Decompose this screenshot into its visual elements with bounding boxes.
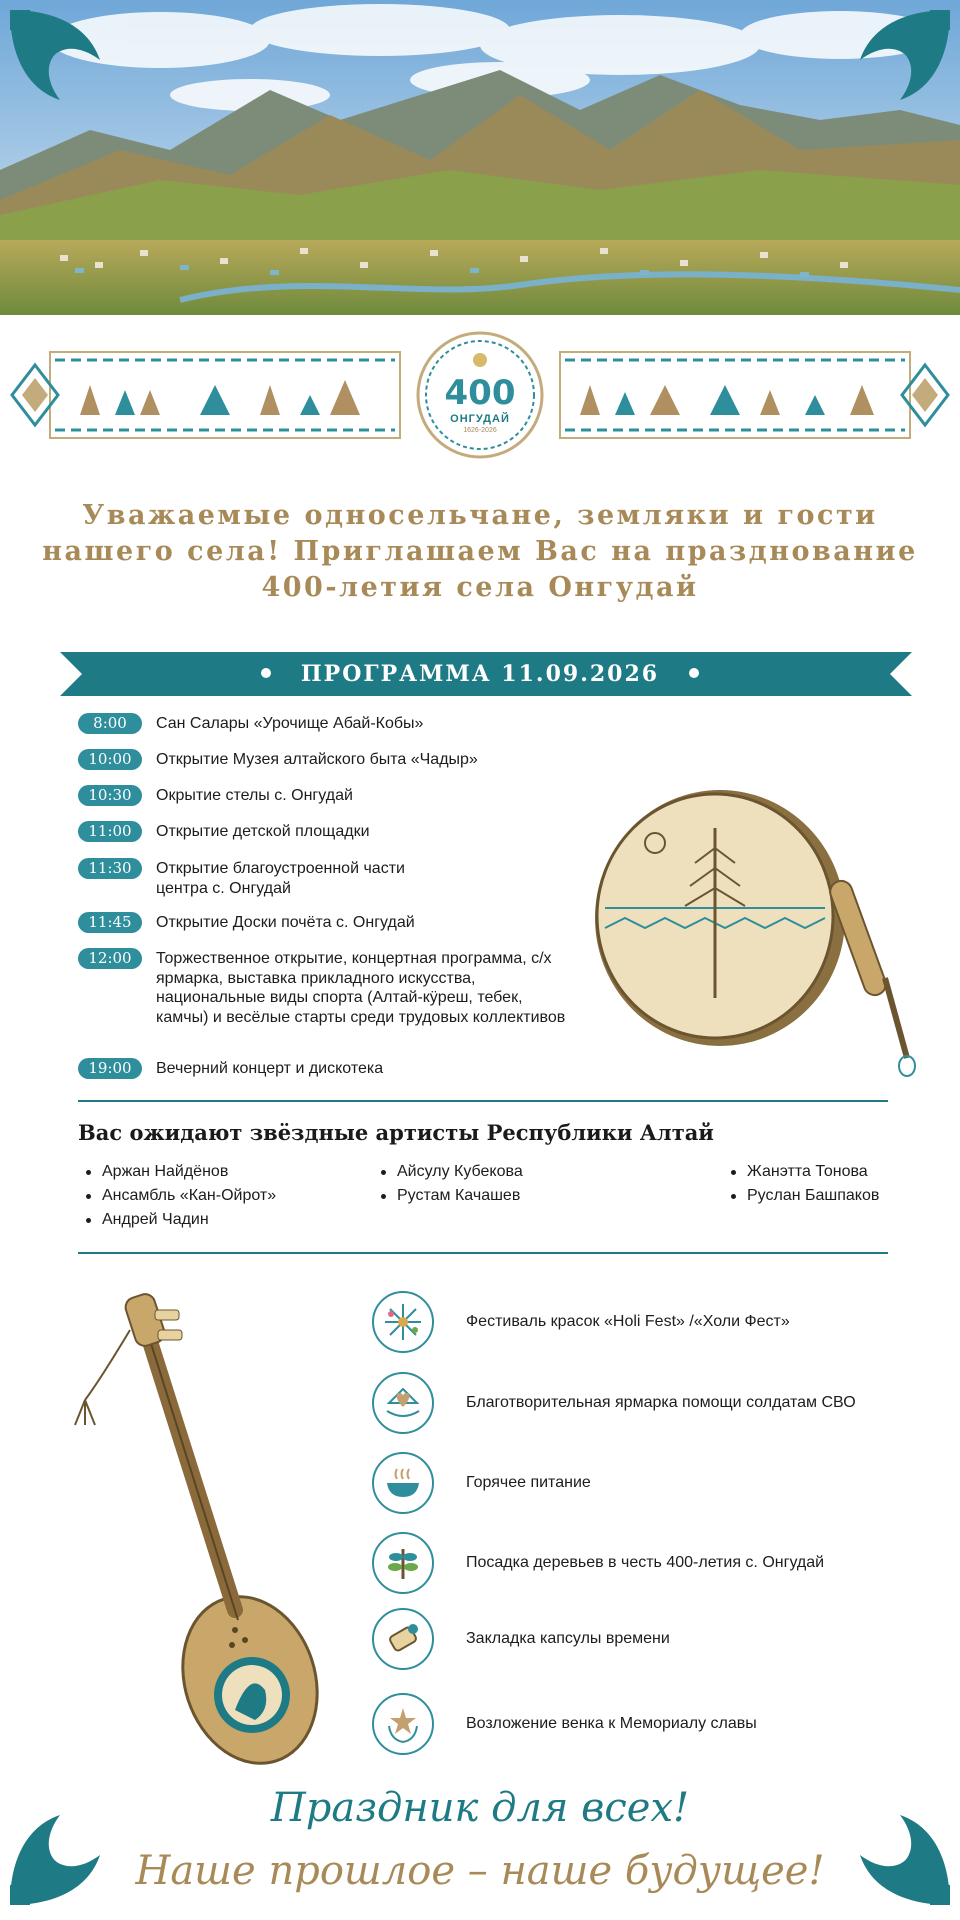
schedule-time: 8:00 xyxy=(78,713,142,734)
schedule-time: 11:30 xyxy=(78,858,142,879)
corner-ornament-bottom-right xyxy=(840,1795,960,1915)
activity-item xyxy=(372,1371,932,1435)
tree-sprout-icon xyxy=(372,1532,434,1594)
artist-name: Рустам Качашев xyxy=(375,1184,523,1208)
schedule-item xyxy=(78,912,598,933)
activity-item xyxy=(372,1607,932,1671)
badge-years: 1626-2026 xyxy=(463,427,497,434)
schedule-time: 11:00 xyxy=(78,821,142,842)
schedule-text: Открытие Доски почёта с. Онгудай xyxy=(156,914,415,931)
heart-hands-icon xyxy=(372,1372,434,1434)
artist-name: Аржан Найдёнов xyxy=(80,1160,276,1184)
divider xyxy=(78,1252,888,1254)
corner-ornament-bottom-left xyxy=(0,1795,120,1915)
activity-item xyxy=(372,1692,932,1756)
artists-column-3 xyxy=(725,1160,879,1208)
ornament-right-strip xyxy=(560,352,910,438)
artist-name: Жанэтта Тонова xyxy=(725,1160,879,1184)
artist-name: Руслан Башпаков xyxy=(725,1184,879,1208)
star-wreath-icon xyxy=(372,1693,434,1755)
schedule-text: Вечерний концерт и дискотека xyxy=(156,1060,384,1077)
artist-name: Ансамбль «Кан-Ойрот» xyxy=(80,1184,276,1208)
schedule-item xyxy=(78,713,598,734)
activity-item xyxy=(372,1531,932,1595)
activity-text: Горячее питание xyxy=(466,1474,591,1491)
fireworks-icon xyxy=(372,1291,434,1353)
artist-name: Андрей Чадин xyxy=(80,1208,276,1232)
divider xyxy=(78,1100,888,1102)
artist-name: Айсулу Кубекова xyxy=(375,1160,523,1184)
footer-slogan-1: Праздник для всех! xyxy=(270,1785,690,1831)
corner-ornament-top-right xyxy=(840,0,960,120)
schedule-time: 11:45 xyxy=(78,912,142,933)
schedule-text: Открытие Музея алтайского быта «Чадыр» xyxy=(156,751,478,768)
schedule-item xyxy=(78,858,488,898)
activity-text: Посадка деревьев в честь 400-летия с. Онгудай xyxy=(466,1554,825,1571)
ribbon-dot-right xyxy=(689,668,699,678)
schedule-time: 10:30 xyxy=(78,785,142,806)
schedule-text: Сан Салары «Урочище Абай-Кобы» xyxy=(156,715,424,732)
schedule-text: Открытие благоустроенной части центра с. Онгудай xyxy=(156,860,405,897)
schedule-time: 12:00 xyxy=(78,948,142,969)
artists-column-2 xyxy=(375,1160,523,1208)
schedule-item xyxy=(78,821,598,842)
ribbon-dot-left xyxy=(261,668,271,678)
schedule-item xyxy=(78,1058,598,1079)
activity-text: Благотворительная ярмарка помощи солдатам СВО xyxy=(466,1394,856,1411)
schedule-item xyxy=(78,749,598,770)
schedule-text: Открытие детской площадки xyxy=(156,823,370,840)
program-title xyxy=(0,652,960,696)
scroll-capsule-icon xyxy=(372,1608,434,1670)
program-title-text: ПРОГРАММА 11.09.2026 xyxy=(300,661,660,687)
ornament-left-strip xyxy=(50,352,400,438)
artists-heading: Вас ожидают звёздные артисты Республики Алтай xyxy=(78,1120,714,1145)
corner-ornament-top-left xyxy=(0,0,120,120)
activity-text: Закладка капсулы времени xyxy=(466,1630,670,1647)
schedule-text: Торжественное открытие, концертная программа, с/х ярмарка, выставка прикладного искусства, национальные виды спорта (Алтай-кӱреш, тебек, камчы) и весёлые старты среди трудовых коллективов xyxy=(156,950,566,1026)
artists-column-1 xyxy=(80,1160,276,1232)
rosette-left xyxy=(12,365,58,425)
activity-item xyxy=(372,1290,932,1354)
schedule-time: 19:00 xyxy=(78,1058,142,1079)
badge-400: 400 xyxy=(444,373,516,413)
invitation-heading: Уважаемые односельчане, земляки и гости нашего села! Приглашаем Вас на празднование 400-летия села Онгудай xyxy=(42,500,918,603)
activity-text: Фестиваль красок «Holi Fest» /«Холи Фест» xyxy=(466,1313,790,1330)
activity-item xyxy=(372,1451,932,1515)
topshur-instrument-illustration xyxy=(60,1290,360,1770)
soup-bowl-icon xyxy=(372,1452,434,1514)
schedule-item xyxy=(78,948,598,1027)
schedule-time: 10:00 xyxy=(78,749,142,770)
schedule-text: Окрытие стелы с. Онгудай xyxy=(156,787,353,804)
activity-text: Возложение венка к Мемориалу славы xyxy=(466,1715,757,1732)
badge-village-name: ОНГУДАЙ xyxy=(450,413,510,425)
hero-landscape-image xyxy=(0,0,960,315)
schedule-item xyxy=(78,785,598,806)
shaman-drum-illustration xyxy=(585,768,925,1078)
rosette-right xyxy=(902,365,948,425)
footer-slogan-2: Наше прошлое – наше будущее! xyxy=(135,1848,825,1894)
